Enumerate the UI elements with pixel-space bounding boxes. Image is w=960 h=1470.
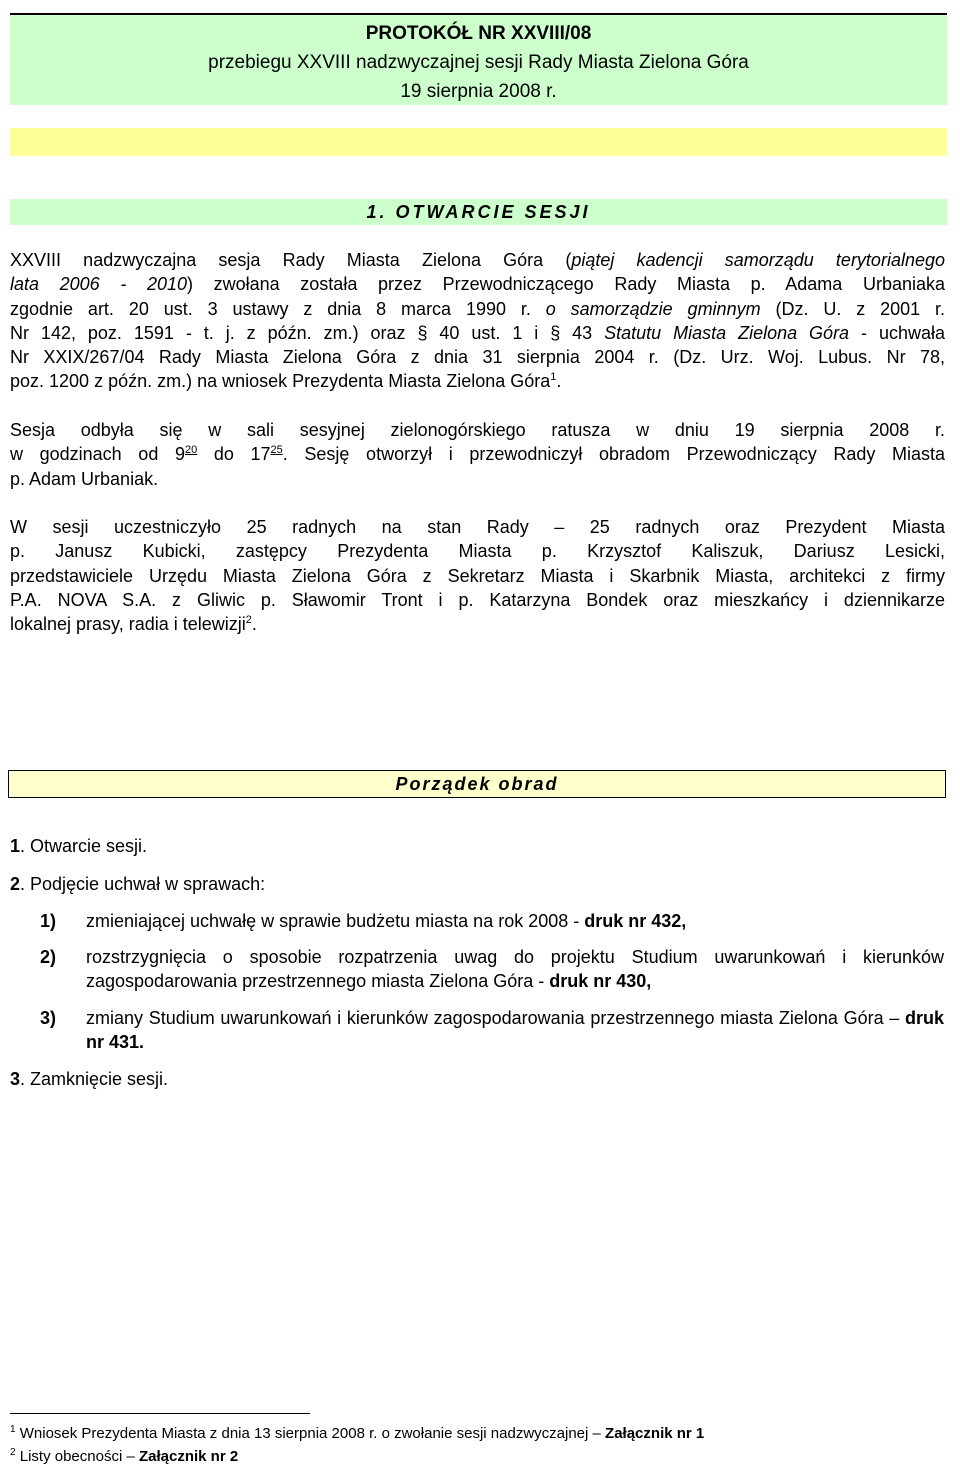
footnote: $^1$ Wniosek Prezydenta Miasta z dnia 13 sierpnia 2008 r. o zwołanie sesji nadzwyczajnej – Załącznik nr 1: [10, 1424, 705, 1442]
agenda-item: 2. Podjęcie uchwał w sprawach:: [10, 874, 266, 894]
paragraph-line: W sesji uczestniczyło 25 radnych na stan Rady – 25 radnych oraz Prezydent Miasta: [10, 517, 945, 537]
agenda-heading-box: [8, 770, 946, 798]
attendance-paragraph: [10, 515, 945, 636]
agenda-heading: Porządek obrad: [395, 774, 559, 794]
agenda-item: 1. Otwarcie sesji.: [10, 836, 148, 856]
paragraph-line: p. Janusz Kubicki, zastępcy Prezydenta Miasta p. Krzysztof Kaliszuk, Dariusz Lesicki,: [10, 541, 945, 562]
paragraph-line: lokalnej prasy, radia i telewizji$^2$.: [10, 614, 257, 635]
paragraph-line: zgodnie art. 20 ust. 3 ustawy z dnia 8 marca 1990 r. o samorządzie gminnym (Dz. U. z 2001 r.: [10, 298, 945, 319]
separator-band: [10, 128, 947, 156]
footnote: $^2$ Listy obecności – Załącznik nr 2: [10, 1447, 239, 1465]
session-intro-paragraph: [10, 248, 945, 394]
agenda-sub-item: 1) zmieniającej uchwałę w sprawie budżetu miasta na rok 2008 - druk nr 432,: [40, 911, 687, 931]
agenda-item: 3. Zamknięcie sesji.: [10, 1069, 169, 1089]
footnote-ref[interactable]: 2: [245, 614, 252, 627]
paragraph-line: Sesja odbyła się w sali sesyjnej zielonogórskiego ratusza w dniu 19 sierpnia 2008 r.: [10, 420, 945, 440]
footnote-ref[interactable]: 1: [550, 371, 557, 384]
document-subtitle: przebiegu XXVIII nadzwyczajnej sesji Rady Miasta Zielona Góra: [208, 52, 749, 73]
agenda-sub-item: 2) rozstrzygnięcia o sposobie rozpatrzenia uwag do projektu Studium uwarunkowań i kierunków zagospodarowania przestrzennego miasta Zielona Góra - druk nr 430,: [40, 947, 944, 991]
paragraph-line: Nr XXIX/267/04 Rady Miasta Zielona Góra z dnia 31 sierpnia 2004 r. (Dz. Urz. Woj. Lubus. Nr 78,: [10, 347, 945, 368]
paragraph-line: Nr 142, poz. 1591 - t. j. z późn. zm.) oraz § 40 ust. 1 i § 43 Statutu Miasta Zielona Góra - uchwała: [10, 322, 945, 343]
section-heading: 1. OTWARCIE SESJI: [366, 202, 591, 222]
paragraph-line: lata 2006 - 2010) zwołana została przez Przewodniczącego Rady Miasta p. Adama Urbaniaka: [10, 274, 945, 295]
paragraph-line: poz. 1200 z późn. zm.) na wniosek Prezydenta Miasta Zielona Góra$^1$.: [10, 371, 562, 392]
document-title-box: [10, 13, 947, 105]
paragraph-line: P.A. NOVA S.A. z Gliwic p. Sławomir Tront i p. Katarzyna Bondek oraz mieszkańcy i dziennikarze: [10, 589, 945, 610]
footnote-divider: [10, 1413, 310, 1414]
paragraph-line: p. Adam Urbaniak.: [10, 468, 159, 489]
paragraph-line: XXVIII nadzwyczajna sesja Rady Miasta Zielona Góra (piątej kadencji samorządu terytorialnego: [10, 250, 945, 270]
session-location-paragraph: [10, 418, 945, 491]
agenda-sub-item: 3) zmiany Studium uwarunkowań i kierunków zagospodarowania przestrzennego miasta Zielona Góra – druk nr 431.: [40, 1008, 944, 1052]
document-date: 19 sierpnia 2008 r.: [400, 81, 557, 102]
document-title: PROTOKÓŁ NR XXVIII/08: [365, 23, 592, 44]
section-heading-box: [10, 199, 947, 225]
paragraph-line: w godzinach od $9^{20}$ do $17^{25}$. Sesję otworzył i przewodniczył obradom Przewodniczący Rady Miasta: [10, 444, 945, 465]
paragraph-line: przedstawiciele Urzędu Miasta Zielona Góra z Sekretarz Miasta i Skarbnik Miasta, architekci z firmy: [10, 565, 945, 586]
